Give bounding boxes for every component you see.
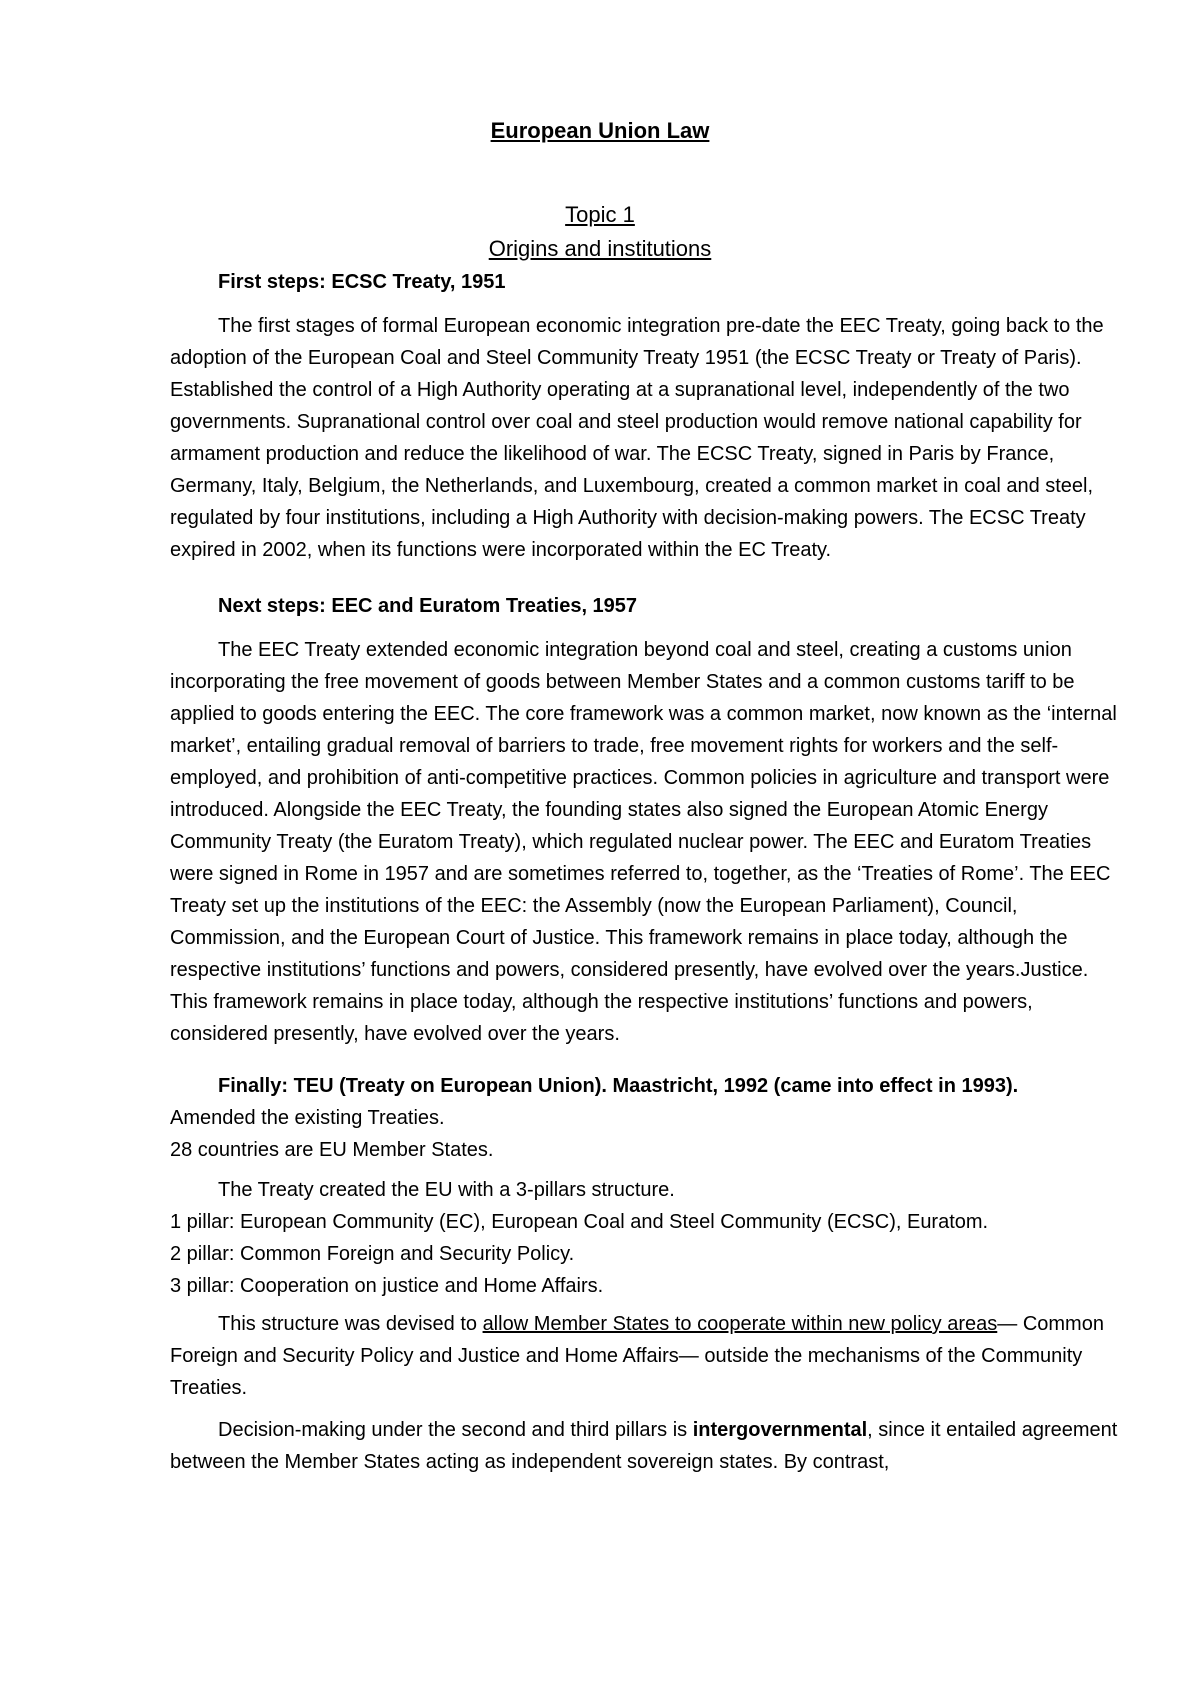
structure-underlined-text: allow Member States to cooperate within new policy areas [482,1313,998,1335]
section-next-steps [170,590,1130,622]
decision-text-end: , since it entailed agreement between the Member States acting as independent sovereign states. By contrast, [170,1419,1118,1473]
text-line: 28 countries are EU Member States. [170,1139,494,1161]
section-heading: First steps: ECSC Treaty, 1951 [218,271,506,293]
section-heading: Next steps: EEC and Euratom Treaties, 1957 [218,595,638,617]
pillar-item: 2 pillar: Common Foreign and Security Policy. [170,1243,575,1265]
pillars-block [170,1174,1130,1302]
topic-title: Origins and institutions [488,236,712,261]
section-finally [170,1070,1130,1166]
pillar-item: 3 pillar: Cooperation on justice and Home Affairs. [170,1275,604,1297]
structure-text-start: This structure was devised to [218,1313,483,1335]
paragraph-ecsc [170,310,1130,566]
decision-text-start: Decision-making under the second and third pillars is [218,1419,693,1441]
pillars-intro: The Treaty created the EU with a 3-pillars structure. [218,1179,675,1201]
document-title: European Union Law [490,118,710,143]
paragraph-text: The EEC Treaty extended economic integration beyond coal and steel, creating a customs union incorporating the free movement of goods between Member States and a common customs tariff to be applied to goods entering the EEC. The core framework was a common market, now known as the ‘internal market’, entailing gradual removal of barriers to trade, free movement rights for workers and the self-employed, and prohibition of anti-competitive practices. Common policies in agriculture and transport were introduced. Alongside the EEC Treaty, the founding states also signed the European Atomic Energy Community Treaty (the Euratom Treaty), which regulated nuclear power. The EEC and Euratom Treaties were signed in Rome in 1957 and are sometimes referred to, together, as the ‘Treaties of Rome’. The EEC Treaty set up the institutions of the EEC: the Assembly (now the European Parliament), Council, Commission, and the European Court of Justice. This framework remains in place today, although the respective institutions’ functions and powers, considered presently, have evolved over the years.Justice. This framework remains in place today, although the respective institutions’ functions and powers, considered presently, have evolved over the years. [170,639,1117,1045]
paragraph-decision-making [170,1414,1130,1478]
paragraph-text: The first stages of formal European economic integration pre-date the EEC Treaty, going back to the adoption of the European Coal and Steel Community Treaty 1951 (the ECSC Treaty or Treaty of Paris). Established the control of a High Authority operating at a supranational level, independently of the two governments. Supranational control over coal and steel production would remove national capability for armament production and reduce the likelihood of war. The ECSC Treaty, signed in Paris by France, Germany, Italy, Belgium, the Netherlands, and Luxembourg, created a common market in coal and steel, regulated by four institutions, including a High Authority with decision-making powers. The ECSC Treaty expired in 2002, when its functions were incorporated within the EC Treaty. [170,315,1104,561]
section-heading: Finally: TEU (Treaty on European Union). Maastricht, 1992 (came into effect in 1993). [218,1075,1019,1097]
paragraph-eec [170,634,1130,1050]
text-line: Amended the existing Treaties. [170,1107,445,1129]
structure-text-end: — Common Foreign and Security Policy and Justice and Home Affairs— outside the mechanisms of the Community Treaties. [170,1313,1104,1399]
paragraph-text [170,1308,1130,1404]
paragraph-structure [170,1308,1130,1404]
topic-number: Topic 1 [565,202,635,227]
decision-bold-text: intergovernmental [692,1419,868,1441]
paragraph-text [170,1414,1130,1478]
section-first-steps [170,266,1130,298]
pillar-item: 1 pillar: European Community (EC), European Coal and Steel Community (ECSC), Euratom. [170,1211,989,1233]
